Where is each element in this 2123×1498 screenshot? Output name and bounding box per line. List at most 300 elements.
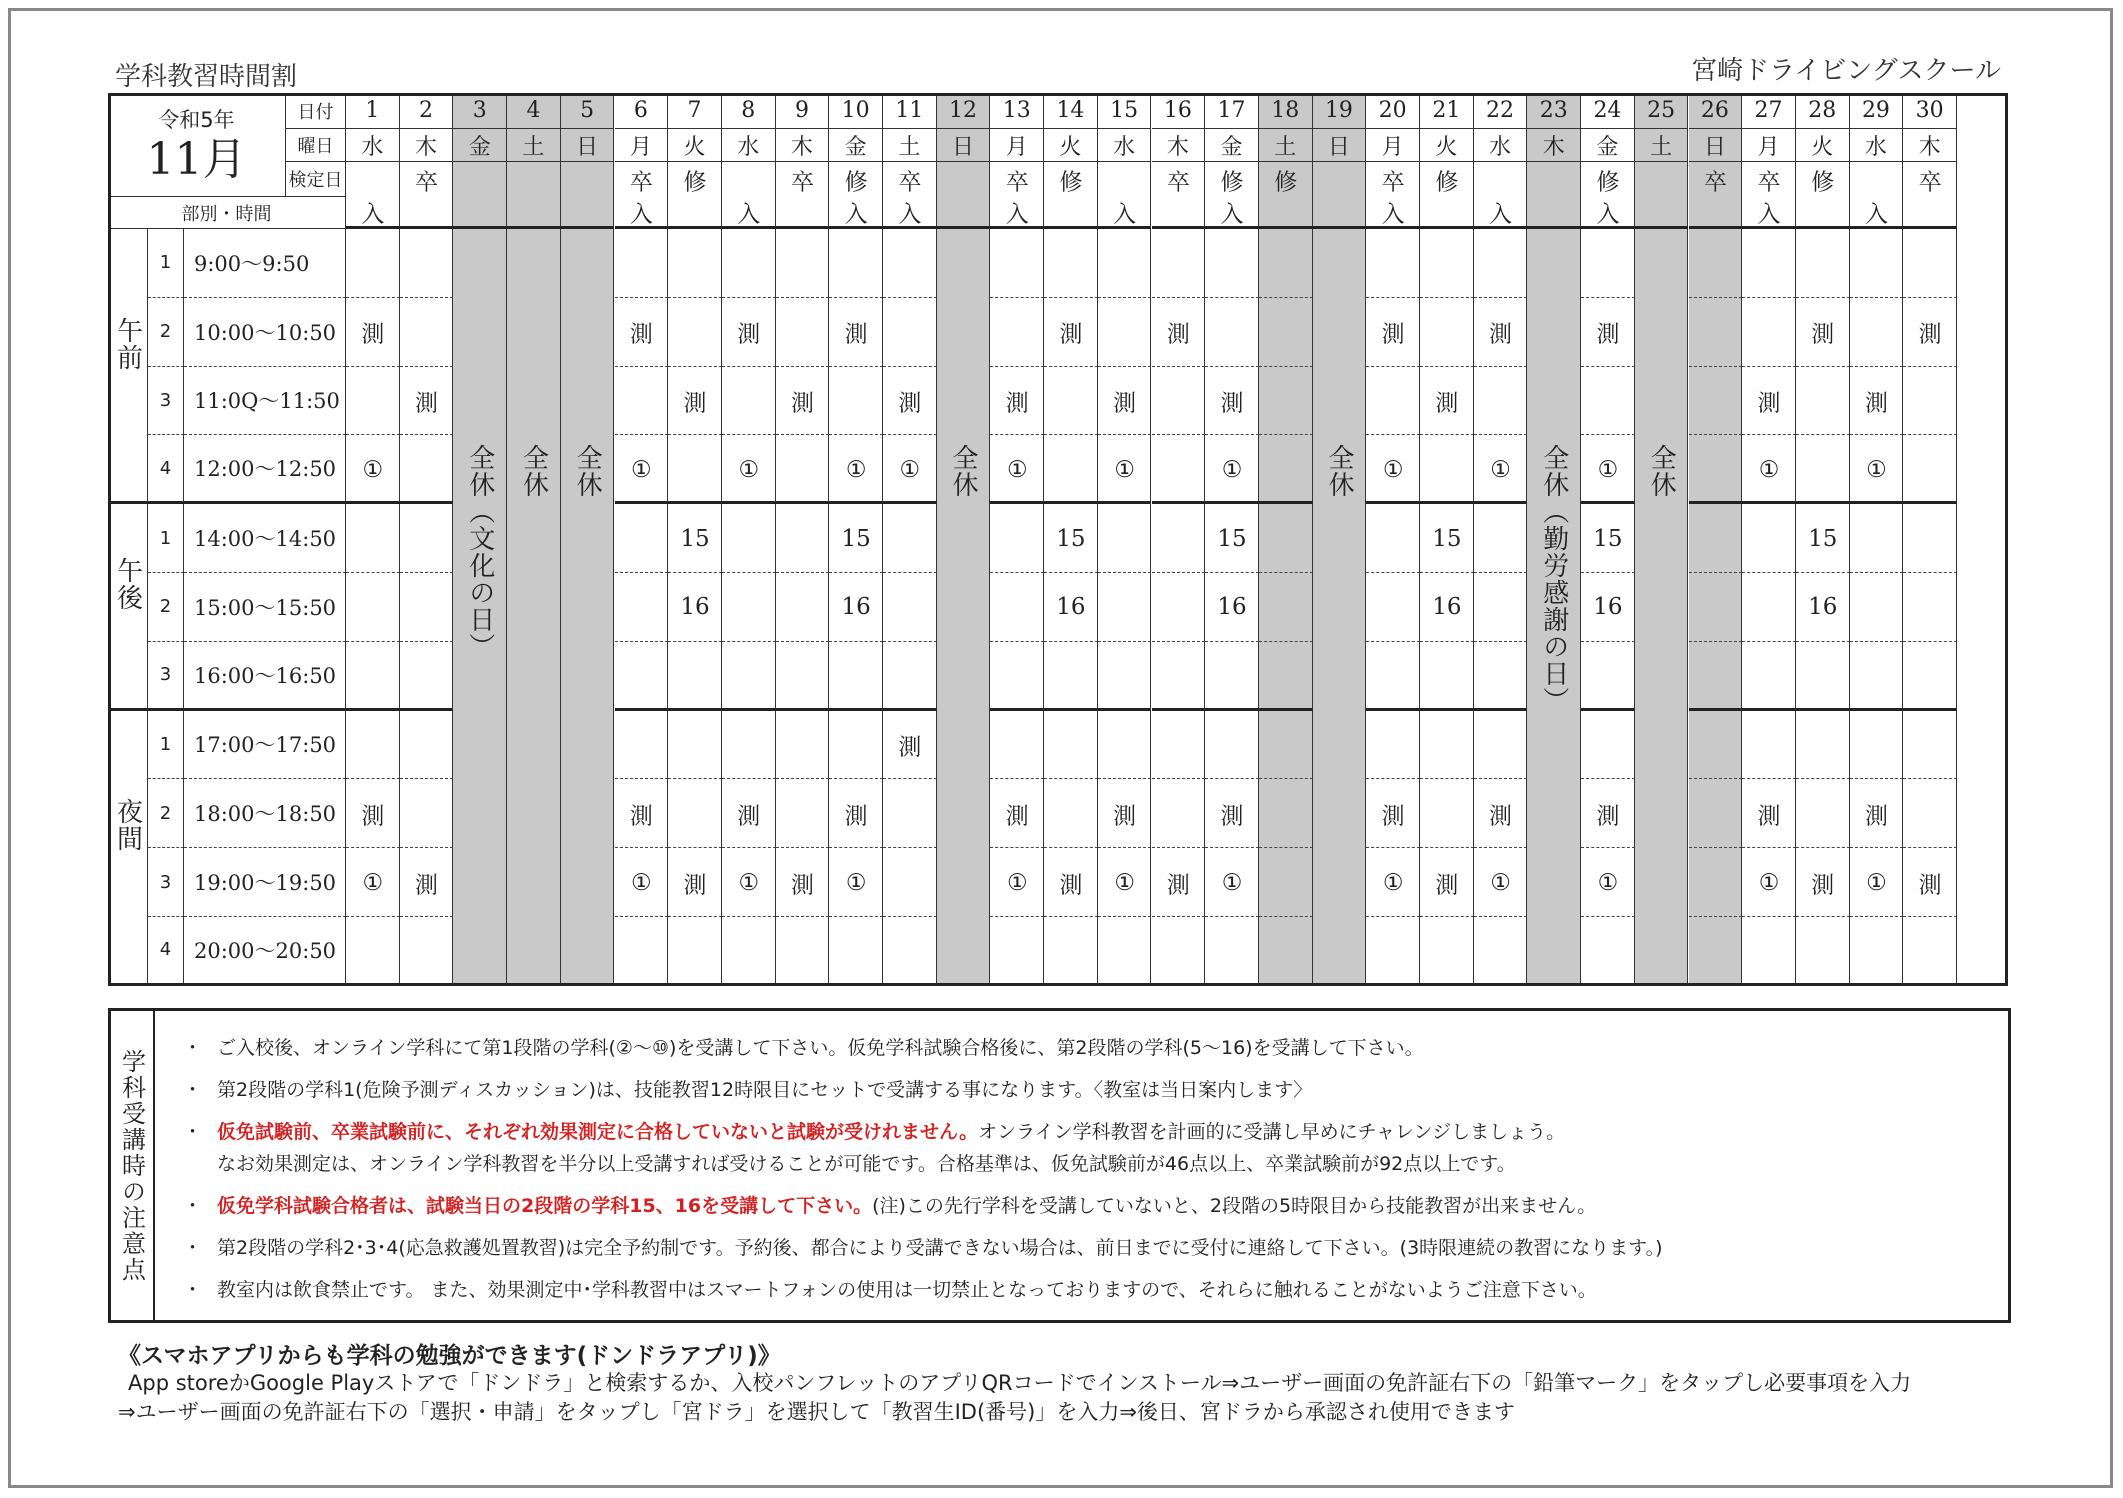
lesson-number-mark: 15 (680, 525, 710, 552)
weekday: 金 (1581, 129, 1635, 162)
exam-cell (937, 162, 991, 229)
note-line (183, 1149, 1516, 1176)
period-time: 14:00〜14:50 (184, 504, 346, 573)
exam-mark-top: 卒 (1005, 169, 1029, 196)
timetable-slot (722, 917, 776, 986)
exam-cell (400, 162, 454, 229)
lesson-number-mark: 16 (1593, 594, 1623, 621)
app-promo-line-2: ⇒ユーザー画面の免許証右下の「選択・申請」をタップし「宮ドラ」を選択して「教習生ID(番号)」を入力⇒後日、宮ドラから承認され使用できます (118, 1400, 1515, 1424)
day-number: 11 (883, 93, 937, 129)
lesson-number-mark: 16 (1808, 594, 1838, 621)
exam-row-label: 検定日 (286, 162, 346, 197)
exam-cell (1527, 162, 1581, 229)
exam-cell (1313, 162, 1367, 229)
assessment-mark: 測 (683, 872, 707, 899)
timetable-slot (1581, 229, 1635, 298)
assessment-mark: 測 (1005, 803, 1029, 830)
assessment-mark: 測 (1918, 321, 1942, 348)
timetable-slot (346, 367, 400, 436)
timetable-slot (1689, 573, 1743, 642)
exam-mark-top: 修 (1435, 169, 1459, 196)
assessment-mark: 測 (1596, 321, 1620, 348)
exam-cell (829, 162, 883, 229)
timetable-slot (1742, 298, 1796, 367)
timetable-slot (400, 298, 454, 367)
timetable-slot (1689, 642, 1743, 711)
lesson-1-mark: ① (362, 869, 384, 896)
class-timetable (108, 93, 2008, 986)
day-number: 3 (453, 93, 507, 129)
timetable-slot (1366, 229, 1420, 298)
timetable-slot (1205, 298, 1259, 367)
timetable-slot (400, 435, 454, 504)
timetable-slot (829, 229, 883, 298)
timetable-slot (400, 779, 454, 848)
timetable-slot (1152, 573, 1206, 642)
timetable-slot (1903, 642, 1957, 711)
timetable-slot (346, 917, 400, 986)
exam-mark-top: 卒 (1703, 169, 1727, 196)
timetable-slot (1366, 917, 1420, 986)
timetable-slot (615, 504, 669, 573)
day-number: 13 (990, 93, 1044, 129)
note-line (183, 1275, 1597, 1302)
day-number: 18 (1259, 93, 1313, 129)
period-time: 15:00〜15:50 (184, 573, 346, 642)
exam-cell (1259, 162, 1313, 229)
assessment-mark: 測 (683, 390, 707, 417)
lesson-1-mark: ① (1597, 869, 1619, 896)
timetable-slot (1474, 711, 1528, 780)
lesson-1-mark: ① (738, 456, 760, 483)
assessment-mark: 測 (1757, 803, 1781, 830)
admission-mark: 入 (1864, 201, 1888, 228)
section-name: 午前 (112, 316, 143, 371)
assessment-mark: 測 (1005, 390, 1029, 417)
timetable-slot (1742, 504, 1796, 573)
day-number: 17 (1205, 93, 1259, 129)
timetable-slot (1044, 229, 1098, 298)
exam-cell (1152, 162, 1206, 229)
assessment-mark: 測 (1220, 803, 1244, 830)
timetable-slot (990, 642, 1044, 711)
timetable-slot (1205, 642, 1259, 711)
lesson-1-mark: ① (631, 456, 652, 483)
timetable-slot (1850, 711, 1904, 780)
exam-mark-top: 修 (1059, 169, 1083, 196)
timetable-slot (990, 917, 1044, 986)
note-bullet: ・ (183, 1237, 203, 1259)
period-time: 18:00〜18:50 (184, 779, 346, 848)
timetable-slot (1098, 917, 1152, 986)
note-bullet: ・ (183, 1037, 203, 1059)
day-number: 26 (1689, 93, 1743, 129)
exam-mark-top: 卒 (790, 169, 814, 196)
period-number: 2 (148, 298, 184, 367)
timetable-slot (1689, 848, 1743, 917)
timetable-slot (1259, 298, 1313, 367)
section-time-label: 部別・時間 (108, 197, 346, 229)
weekday: 日 (937, 129, 991, 162)
day-number: 8 (722, 93, 776, 129)
admission-mark: 入 (1489, 201, 1513, 228)
timetable-slot (1689, 435, 1743, 504)
period-number: 4 (148, 435, 184, 504)
assessment-mark: 測 (1113, 803, 1137, 830)
exam-cell (1205, 162, 1259, 229)
assessment-mark: 測 (1811, 321, 1835, 348)
timetable-slot (1420, 917, 1474, 986)
assessment-mark: 測 (1864, 803, 1888, 830)
lesson-number-mark: 16 (1432, 594, 1462, 621)
day-number: 21 (1420, 93, 1474, 129)
period-time: 19:00〜19:50 (184, 848, 346, 917)
timetable-slot (883, 298, 937, 367)
section-label (108, 711, 148, 986)
period-number: 3 (148, 848, 184, 917)
timetable-slot (1205, 229, 1259, 298)
day-number: 28 (1796, 93, 1850, 129)
timetable-slot (668, 229, 722, 298)
assessment-mark: 測 (737, 803, 761, 830)
timetable-slot (1796, 917, 1850, 986)
exam-cell (1044, 162, 1098, 229)
timetable-slot (1259, 435, 1313, 504)
admission-mark: 入 (1005, 201, 1029, 228)
notes-label: 学科受講時の注意点 (111, 1011, 155, 1320)
timetable-slot (776, 917, 830, 986)
timetable-slot (400, 711, 454, 780)
timetable-slot (1098, 573, 1152, 642)
timetable-slot (776, 504, 830, 573)
timetable-slot (615, 367, 669, 436)
month-label: 11月 (146, 133, 247, 185)
timetable-slot (1420, 229, 1474, 298)
assessment-mark: 測 (898, 390, 922, 417)
timetable-slot (990, 504, 1044, 573)
lesson-1-mark: ① (362, 456, 384, 483)
weekday: 金 (1205, 129, 1259, 162)
timetable-slot (1581, 642, 1635, 711)
lesson-number-mark: 15 (1808, 525, 1838, 552)
closed-column (507, 229, 561, 986)
exam-cell (615, 162, 669, 229)
timetable-slot (722, 642, 776, 711)
assessment-mark: 測 (1435, 390, 1459, 417)
lesson-number-mark: 16 (1217, 594, 1247, 621)
exam-cell (453, 162, 507, 229)
weekday: 土 (1259, 129, 1313, 162)
assessment-mark: 測 (1059, 321, 1083, 348)
assessment-mark: 測 (1918, 872, 1942, 899)
assessment-mark: 測 (1757, 390, 1781, 417)
timetable-slot (1796, 435, 1850, 504)
timetable-slot (883, 642, 937, 711)
timetable-slot (1796, 711, 1850, 780)
assessment-mark: 測 (1166, 872, 1190, 899)
lesson-1-mark: ① (1006, 869, 1028, 896)
closed-label: 全休（文化の日） (464, 444, 495, 660)
admission-mark: 入 (1381, 201, 1405, 228)
assessment-mark: 測 (1220, 390, 1244, 417)
timetable-slot (1205, 917, 1259, 986)
period-number: 2 (148, 779, 184, 848)
timetable-slot (1366, 504, 1420, 573)
exam-cell (561, 162, 615, 229)
timetable-slot (1152, 367, 1206, 436)
exam-mark-top: 修 (844, 169, 868, 196)
period-time: 9:00〜9:50 (184, 229, 346, 298)
assessment-mark: 測 (898, 734, 922, 761)
timetable-slot (346, 504, 400, 573)
lesson-1-mark: ① (1490, 869, 1511, 896)
weekday: 火 (1796, 129, 1850, 162)
timetable-slot (1689, 298, 1743, 367)
timetable-slot (1152, 642, 1206, 711)
timetable-slot (1742, 711, 1796, 780)
weekday: 日 (1689, 129, 1743, 162)
timetable-slot (1259, 573, 1313, 642)
assessment-mark: 測 (1381, 321, 1405, 348)
timetable-slot (722, 573, 776, 642)
assessment-mark: 測 (737, 321, 761, 348)
period-number: 1 (148, 504, 184, 573)
timetable-slot (1581, 711, 1635, 780)
lesson-1-mark: ① (1758, 869, 1780, 896)
exam-cell (1796, 162, 1850, 229)
timetable-slot (1205, 711, 1259, 780)
timetable-slot (829, 711, 883, 780)
timetable-slot (1366, 367, 1420, 436)
timetable-slot (883, 848, 937, 917)
timetable-slot (1366, 642, 1420, 711)
lesson-1-mark: ① (1114, 456, 1135, 483)
timetable-slot (1098, 298, 1152, 367)
day-number: 22 (1474, 93, 1528, 129)
lesson-1-mark: ① (1382, 456, 1404, 483)
weekday: 月 (990, 129, 1044, 162)
lesson-1-mark: ① (845, 456, 867, 483)
exam-cell (1850, 162, 1904, 229)
timetable-slot (400, 642, 454, 711)
timetable-slot (1152, 435, 1206, 504)
timetable-slot (1098, 642, 1152, 711)
note-bullet: ・ (183, 1079, 203, 1101)
lesson-number-mark: 15 (1593, 525, 1623, 552)
period-number: 1 (148, 229, 184, 298)
day-number: 24 (1581, 93, 1635, 129)
lesson-number-mark: 15 (1432, 525, 1462, 552)
timetable-slot (1420, 298, 1474, 367)
period-number: 1 (148, 711, 184, 780)
timetable-slot (615, 229, 669, 298)
assessment-mark: 測 (1113, 390, 1137, 417)
timetable-slot (883, 229, 937, 298)
admission-mark: 入 (737, 201, 761, 228)
timetable-slot (1689, 367, 1743, 436)
timetable-slot (1474, 229, 1528, 298)
admission-mark: 入 (1220, 201, 1244, 228)
timetable-slot (1259, 917, 1313, 986)
timetable-slot (1420, 435, 1474, 504)
assessment-mark: 測 (1489, 321, 1513, 348)
timetable-slot (1903, 917, 1957, 986)
assessment-mark: 測 (1596, 803, 1620, 830)
timetable-slot (1152, 779, 1206, 848)
section-name: 夜間 (112, 798, 143, 853)
timetable-slot (883, 917, 937, 986)
weekday: 月 (615, 129, 669, 162)
period-time: 16:00〜16:50 (184, 642, 346, 711)
timetable-slot (1903, 367, 1957, 436)
exam-cell (1635, 162, 1689, 229)
assessment-mark: 測 (629, 321, 653, 348)
timetable-slot (1903, 435, 1957, 504)
timetable-slot (615, 711, 669, 780)
exam-cell (1903, 162, 1957, 229)
day-number: 19 (1313, 93, 1367, 129)
timetable-slot (346, 711, 400, 780)
assessment-mark: 測 (844, 803, 868, 830)
notes-box (108, 1008, 2011, 1323)
timetable-slot (1850, 229, 1904, 298)
timetable-slot (1474, 573, 1528, 642)
assessment-mark: 測 (361, 803, 385, 830)
timetable-slot (1420, 779, 1474, 848)
exam-mark-top: 卒 (1918, 169, 1942, 196)
exam-cell (346, 162, 400, 229)
weekday: 金 (829, 129, 883, 162)
timetable-slot (776, 642, 830, 711)
timetable-slot (1044, 435, 1098, 504)
timetable-slot (1259, 642, 1313, 711)
lesson-number-mark: 16 (1056, 594, 1086, 621)
timetable-slot (1850, 573, 1904, 642)
timetable-slot (722, 711, 776, 780)
timetable-slot (1044, 711, 1098, 780)
timetable-slot (722, 367, 776, 436)
timetable-slot (1474, 642, 1528, 711)
timetable-slot (1689, 779, 1743, 848)
timetable-slot (1420, 642, 1474, 711)
assessment-mark: 測 (361, 321, 385, 348)
timetable-slot (1366, 573, 1420, 642)
admission-mark: 入 (898, 201, 922, 228)
exam-cell (990, 162, 1044, 229)
day-number: 12 (937, 93, 991, 129)
timetable-slot (883, 779, 937, 848)
date-row-label: 日付 (286, 93, 346, 129)
lesson-1-mark: ① (845, 869, 867, 896)
closed-column (1313, 229, 1367, 986)
admission-mark: 入 (361, 201, 385, 228)
timetable-slot (1420, 711, 1474, 780)
exam-mark-top: 卒 (1757, 169, 1781, 196)
exam-cell (1420, 162, 1474, 229)
timetable-slot (1581, 917, 1635, 986)
day-number: 27 (1742, 93, 1796, 129)
note-text: オンライン学科教習を計画的に受講し早めにチャレンジしましょう。 (978, 1121, 1566, 1143)
day-number: 29 (1850, 93, 1904, 129)
day-number: 15 (1098, 93, 1152, 129)
admission-mark: 入 (1596, 201, 1620, 228)
note-bullet: ・ (183, 1279, 203, 1301)
timetable-slot (990, 573, 1044, 642)
note-text: 教室内は飲食禁止です。 また、効果測定中･学科教習中はスマートフォンの使用は一切禁止となっておりますので、それらに触れることがないようご注意下さい。 (217, 1279, 1597, 1301)
exam-mark-top: 卒 (1166, 169, 1190, 196)
month-block (108, 93, 286, 197)
timetable-slot (883, 504, 937, 573)
timetable-slot (1742, 229, 1796, 298)
timetable-slot (1903, 779, 1957, 848)
weekday: 水 (1474, 129, 1528, 162)
timetable-slot (776, 435, 830, 504)
timetable-slot (1689, 711, 1743, 780)
assessment-mark: 測 (790, 390, 814, 417)
weekday: 水 (346, 129, 400, 162)
timetable-slot (615, 573, 669, 642)
note-line (183, 1233, 1663, 1260)
timetable-slot (829, 367, 883, 436)
timetable-slot (1474, 504, 1528, 573)
period-time: 20:00〜20:50 (184, 917, 346, 986)
closed-label: 全休 (518, 444, 549, 498)
timetable-slot (1044, 642, 1098, 711)
timetable-slot (883, 573, 937, 642)
timetable-slot (990, 229, 1044, 298)
timetable-slot (668, 642, 722, 711)
timetable-slot (1689, 229, 1743, 298)
period-number: 3 (148, 367, 184, 436)
timetable-slot (400, 504, 454, 573)
timetable-slot (1796, 367, 1850, 436)
note-line (183, 1117, 1565, 1144)
weekday: 木 (400, 129, 454, 162)
closed-label: 全休 (1646, 444, 1677, 498)
exam-cell (1689, 162, 1743, 229)
note-text: (注)この先行学科を受講していないと、2段階の5時限目から技能教習が出来ません。 (872, 1195, 1597, 1217)
weekday: 金 (453, 129, 507, 162)
timetable-slot (776, 779, 830, 848)
lesson-number-mark: 16 (680, 594, 710, 621)
timetable-slot (1903, 504, 1957, 573)
lesson-1-mark: ① (1221, 869, 1243, 896)
timetable-slot (1903, 229, 1957, 298)
timetable-slot (1098, 229, 1152, 298)
timetable-slot (1742, 917, 1796, 986)
note-line (183, 1075, 1312, 1102)
exam-cell (668, 162, 722, 229)
period-time: 12:00〜12:50 (184, 435, 346, 504)
timetable-slot (990, 298, 1044, 367)
period-time: 17:00〜17:50 (184, 711, 346, 780)
note-text: 第2段階の学科2･3･4(応急救護処置教習)は完全予約制です。予約後、都合により受講できない場合は、前日までに受付に連絡して下さい。(3時限連続の教習になります。) (217, 1237, 1663, 1259)
note-line (183, 1191, 1596, 1218)
lesson-1-mark: ① (1758, 456, 1780, 483)
exam-cell (722, 162, 776, 229)
assessment-mark: 測 (1435, 872, 1459, 899)
period-time: 11:0Q〜11:50 (184, 367, 346, 436)
timetable-slot (776, 229, 830, 298)
timetable-slot (1850, 917, 1904, 986)
day-number: 7 (668, 93, 722, 129)
lesson-number-mark: 15 (841, 525, 871, 552)
timetable-slot (346, 573, 400, 642)
weekday: 火 (1420, 129, 1474, 162)
timetable-slot (1689, 504, 1743, 573)
closed-column (1527, 229, 1581, 986)
admission-mark: 入 (1113, 201, 1137, 228)
